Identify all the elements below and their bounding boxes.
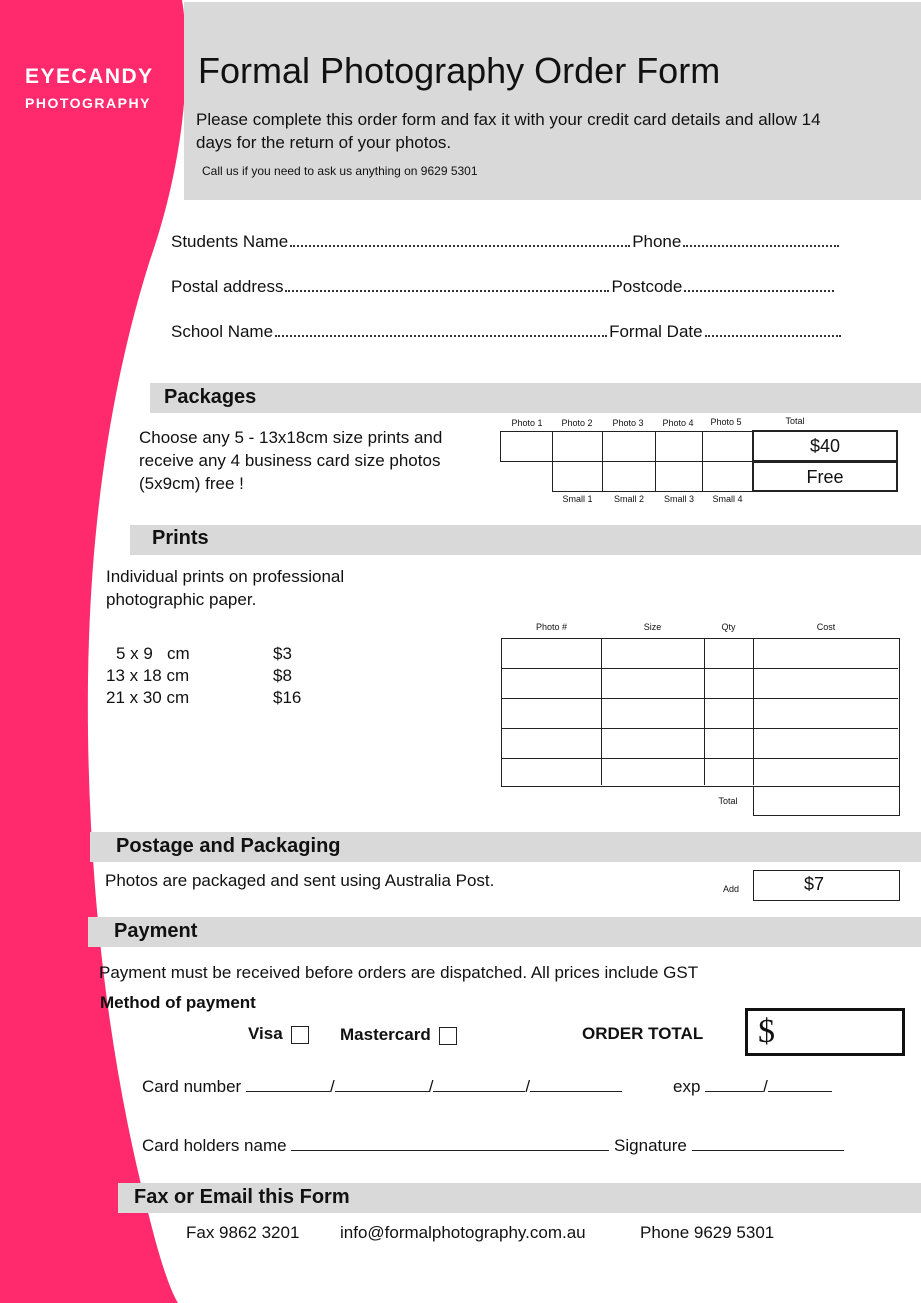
school-name-line[interactable] [275, 334, 607, 337]
print-size-2: 13 x 18 cm [106, 666, 190, 685]
contact-email[interactable]: info@formalphotography.com.au [340, 1223, 586, 1242]
payment-heading: Payment [114, 920, 198, 942]
contact-fax: Fax 9862 3201 [186, 1223, 300, 1242]
small-3-box[interactable] [655, 461, 703, 492]
visa-label: Visa [248, 1024, 283, 1043]
prints-heading: Prints [152, 527, 209, 549]
card-holders-label: Card holders name [142, 1136, 287, 1155]
photo-3-header: Photo 3 [612, 418, 644, 428]
signature-line[interactable] [692, 1136, 844, 1151]
intro-text: Please complete this order form and fax it with your credit card details and allow 14 days for the return of your photos. [196, 110, 821, 152]
qty-header: Qty [721, 622, 736, 632]
contact-phone: Phone 9629 5301 [640, 1223, 775, 1242]
size-header: Size [643, 622, 662, 632]
school-name-field[interactable] [171, 322, 843, 342]
table-row-line-2 [502, 698, 898, 699]
mastercard-label: Mastercard [340, 1025, 431, 1044]
package-price: $40 [809, 436, 841, 456]
order-total-dollar: $ [758, 1013, 775, 1050]
small-4-header: Small 4 [712, 494, 743, 504]
small-2-box[interactable] [602, 461, 656, 492]
order-total-label: ORDER TOTAL [582, 1024, 704, 1043]
brand-logo-line1: EYECANDY [25, 65, 154, 88]
prints-order-table[interactable] [501, 638, 900, 787]
prints-text: Individual prints on professional photographic paper. [106, 567, 345, 609]
contact-heading: Fax or Email this Form [134, 1186, 350, 1208]
photo-2-header: Photo 2 [561, 418, 593, 428]
card-number-label: Card number [142, 1077, 242, 1096]
visa-checkbox[interactable] [291, 1026, 309, 1044]
visa-option[interactable] [248, 1024, 309, 1044]
postage-heading: Postage and Packaging [116, 835, 341, 857]
card-number-line-1[interactable] [246, 1077, 330, 1092]
prints-total-box[interactable] [753, 786, 900, 816]
card-number-line-4[interactable] [530, 1077, 622, 1092]
package-free-box [752, 461, 898, 492]
photo-4-header: Photo 4 [662, 418, 694, 428]
expiry-month-line[interactable] [705, 1077, 763, 1092]
photo-4-box[interactable] [655, 431, 703, 462]
call-us-text: Call us if you need to ask us anything on 9629 5301 [202, 164, 478, 178]
card-holders-line[interactable] [291, 1136, 609, 1151]
formal-date-line[interactable] [705, 334, 841, 337]
small-1-header: Small 1 [562, 494, 593, 504]
package-price-box [752, 430, 898, 462]
card-holder-field[interactable] [142, 1136, 844, 1156]
students-name-field[interactable] [171, 232, 841, 252]
packages-text: Choose any 5 - 13x18cm size prints and receive any 4 business card size photos (5x9cm) free ! [139, 428, 443, 493]
phone-label: Phone [632, 232, 682, 251]
table-row-line-3 [502, 728, 898, 729]
postage-amount: $7 [804, 874, 825, 894]
postcode-line[interactable] [684, 289, 834, 292]
page-title: Formal Photography Order Form [198, 50, 721, 91]
cost-header: Cost [816, 622, 836, 632]
postage-add-label: Add [722, 884, 739, 894]
expiry-year-line[interactable] [768, 1077, 832, 1092]
photo-1-header: Photo 1 [511, 418, 543, 428]
postage-text: Photos are packaged and sent using Australia Post. [105, 871, 495, 890]
payment-notice: Payment must be received before orders are dispatched. All prices include GST [99, 963, 699, 982]
photo-1-box[interactable] [500, 431, 553, 462]
order-total-box[interactable] [745, 1008, 905, 1056]
small-1-box[interactable] [552, 461, 603, 492]
table-row-line-4 [502, 758, 898, 759]
payment-band [88, 917, 921, 947]
table-row-line-1 [502, 668, 898, 669]
students-name-line[interactable] [290, 244, 630, 247]
print-price-3: $16 [273, 688, 302, 707]
formal-date-label: Formal Date [609, 322, 703, 341]
photo-2-box[interactable] [552, 431, 603, 462]
small-2-header: Small 2 [613, 494, 644, 504]
small-3-header: Small 3 [663, 494, 694, 504]
postal-address-line[interactable] [285, 289, 609, 292]
print-size-3: 21 x 30 cm [106, 688, 190, 707]
postcode-label: Postcode [611, 277, 683, 296]
method-of-payment-label: Method of payment [100, 993, 256, 1012]
card-number-line-2[interactable] [335, 1077, 429, 1092]
mastercard-checkbox[interactable] [439, 1027, 457, 1045]
table-col-line-1 [601, 639, 602, 785]
expiry-label: exp [673, 1077, 701, 1096]
postal-address-field[interactable] [171, 277, 836, 297]
postal-address-label: Postal address [171, 277, 284, 296]
brand-logo-line2: PHOTOGRAPHY [25, 95, 151, 111]
print-size-1: 5 x 9 cm [116, 644, 190, 663]
package-free: Free [806, 467, 844, 487]
signature-label: Signature [614, 1136, 687, 1155]
print-price-2: $8 [273, 666, 292, 685]
table-col-line-2 [704, 639, 705, 785]
students-name-label: Students Name [171, 232, 289, 251]
card-number-line-3[interactable] [433, 1077, 525, 1092]
postage-amount-box [753, 870, 900, 901]
table-col-line-3 [753, 639, 754, 785]
school-name-label: School Name [171, 322, 274, 341]
expiry-field[interactable]: exp / [673, 1077, 832, 1097]
photo-5-header: Photo 5 [710, 417, 742, 427]
total-header: Total [785, 416, 805, 426]
small-4-box[interactable] [702, 461, 753, 492]
print-price-1: $3 [273, 644, 292, 663]
card-number-field[interactable]: Card number / / / [142, 1077, 622, 1097]
packages-heading: Packages [164, 386, 257, 408]
prints-band [130, 525, 921, 555]
packages-band [150, 383, 921, 413]
phone-line[interactable] [683, 244, 839, 247]
photo-3-box[interactable] [602, 431, 656, 462]
photo-5-box[interactable] [702, 431, 753, 462]
photo-number-header: Photo # [535, 622, 568, 632]
prints-total-label: Total [718, 796, 738, 806]
mastercard-option[interactable] [340, 1025, 457, 1045]
